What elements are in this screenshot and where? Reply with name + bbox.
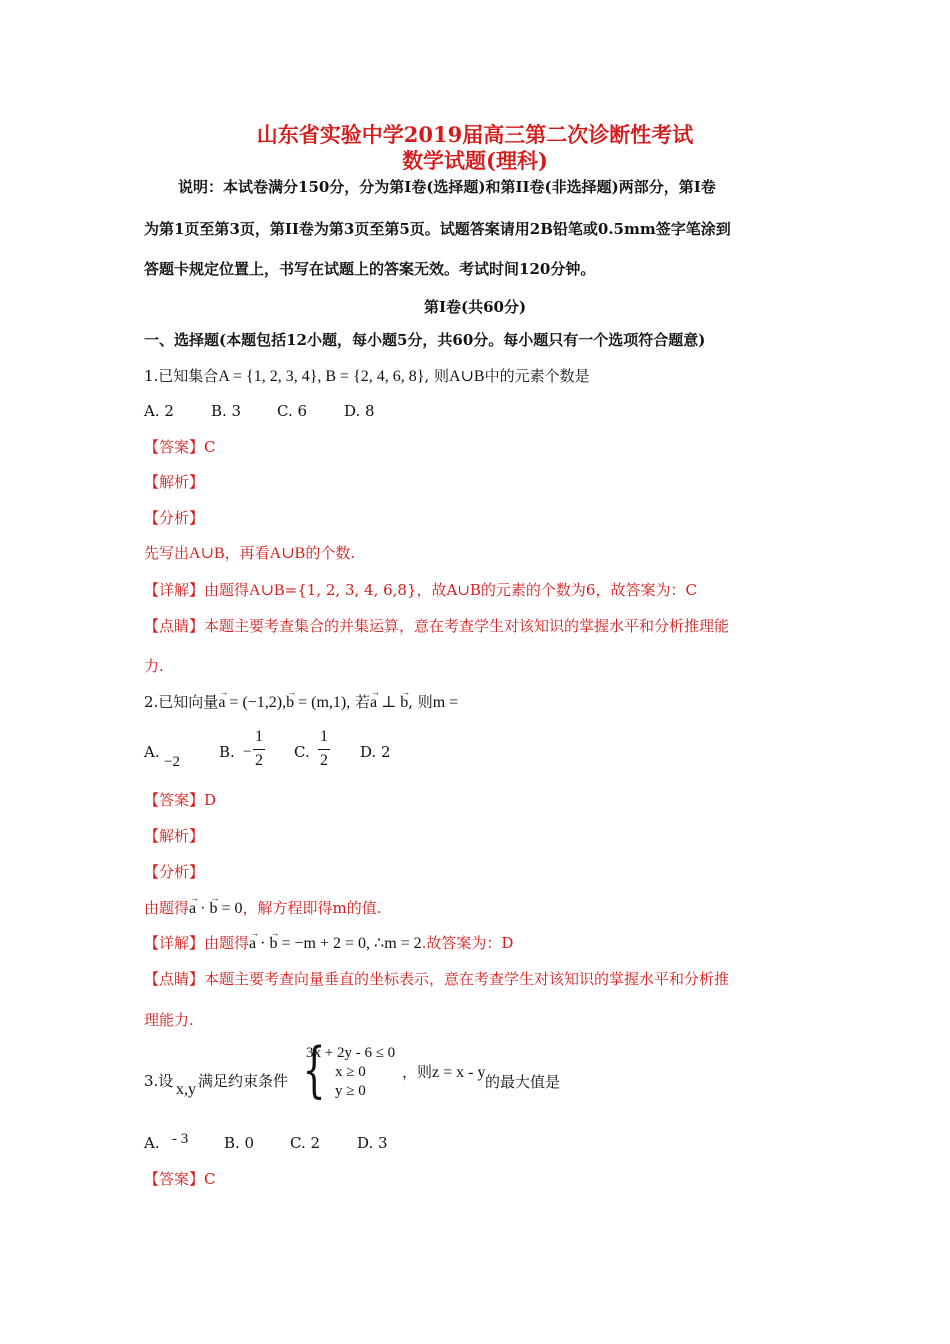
- q1-option-d: D. 8: [344, 402, 375, 420]
- q2-option-c-numerator: 1: [320, 728, 328, 745]
- exam-title: 山东省实验中学2019届高三第二次诊断性考试: [256, 122, 694, 147]
- q2-comment-cont: 理能力.: [144, 1011, 194, 1029]
- constraint-2: x ≥ 0: [335, 1064, 366, 1080]
- q2-option-c-denominator: 2: [320, 752, 328, 769]
- constraint-3: y ≥ 0: [335, 1083, 366, 1099]
- q3-option-c: C. 2: [290, 1134, 321, 1152]
- q2-breakdown: 由题得→ a · → b = 0，解方程即得m的值.: [144, 898, 381, 919]
- q2-detail: 【详解】由题得→ a · → b = −m + 2 = 0, ∴m = 2.故答案为：D: [144, 933, 513, 954]
- q3-stem-prefix: 3.设: [144, 1072, 174, 1090]
- q1-comment: 【点睛】本题主要考查集合的并集运算，意在考查学生对该知识的掌握水平和分析推理能: [144, 617, 730, 635]
- part-title: 第I卷(共60分): [423, 298, 527, 316]
- q3-stem-constraint-label: 满足约束条件: [198, 1072, 289, 1090]
- instructions-line-1: 说明：本试卷满分150分，分为第I卷(选择题)和第II卷(非选择题)两部分，第I卷: [178, 178, 716, 196]
- q2-answer: 【答案】D: [144, 791, 217, 809]
- q1-stem: 1.已知集合A = {1, 2, 3, 4}, B = {2, 4, 6, 8}, 则A∪B中的元素个数是: [144, 367, 590, 385]
- q2-comment: 【点睛】本题主要考查向量垂直的坐标表示，意在考查学生对该知识的掌握水平和分析推: [144, 970, 730, 988]
- q1-answer: 【答案】C: [144, 438, 216, 456]
- q2-analysis-label: 【解析】: [144, 827, 205, 845]
- q2-option-c-fraction-bar: [318, 749, 330, 750]
- constraint-brace: {: [302, 1035, 326, 1105]
- q3-option-d: D. 3: [357, 1134, 388, 1152]
- q1-option-b: B. 3: [211, 402, 242, 420]
- q2-option-d: D. 2: [360, 743, 391, 761]
- q1-analysis-label: 【解析】: [144, 473, 205, 491]
- q2-option-b-numerator: 1: [255, 728, 263, 745]
- vector-b: → b: [286, 693, 294, 713]
- q3-stem-suffix: 的最大值是: [485, 1073, 561, 1091]
- q2-option-b-fraction-bar: [253, 749, 265, 750]
- q3-objective: ，则z = x - y: [402, 1063, 486, 1081]
- section-heading: 一、选择题(本题包括12小题，每小题5分，共60分。每小题只有一个选项符合题意): [144, 331, 706, 349]
- q2-option-b-denominator: 2: [255, 752, 263, 769]
- constraint-1: 3x + 2y - 6 ≤ 0: [306, 1045, 396, 1061]
- q2-breakdown-label: 【分析】: [144, 863, 205, 881]
- q1-option-c: C. 6: [277, 402, 308, 420]
- q2-option-b-label: B.: [219, 743, 235, 761]
- exam-subtitle: 数学试题(理科): [402, 148, 548, 173]
- q3-stem-vars: x,y: [176, 1081, 196, 1098]
- q3-answer: 【答案】C: [144, 1170, 216, 1188]
- q3-option-a-label: A.: [144, 1134, 160, 1152]
- q2-stem: 2.已知向量→ a = (−1,2),→ b = (m,1), 若→ a ⊥ → b, 则m =: [144, 692, 458, 713]
- q3-option-a-value: - 3: [172, 1131, 189, 1147]
- q3-option-b: B. 0: [224, 1134, 255, 1152]
- q1-option-a: A. 2: [144, 402, 174, 420]
- q1-breakdown-label: 【分析】: [144, 509, 205, 527]
- instructions-line-3: 答题卡规定位置上，书写在试题上的答案无效。考试时间120分钟。: [144, 260, 596, 278]
- q2-option-b-sign: −: [243, 744, 252, 760]
- q1-breakdown: 先写出A∪B，再看A∪B的个数.: [144, 544, 356, 562]
- q2-option-a-label: A.: [144, 743, 160, 761]
- instructions-line-2: 为第1页至第3页，第II卷为第3页至第5页。试题答案请用2B铅笔或0.5mm签字笔涂到: [144, 220, 731, 238]
- vector-a: → a: [218, 693, 225, 713]
- q2-option-c-label: C.: [294, 743, 310, 761]
- q1-detail: 【详解】由题得A∪B={1, 2, 3, 4, 6,8}，故A∪B的元素的个数为6，故答案为：C: [144, 581, 697, 599]
- q1-comment-cont: 力.: [144, 657, 164, 675]
- q2-option-a-value: −2: [164, 754, 180, 770]
